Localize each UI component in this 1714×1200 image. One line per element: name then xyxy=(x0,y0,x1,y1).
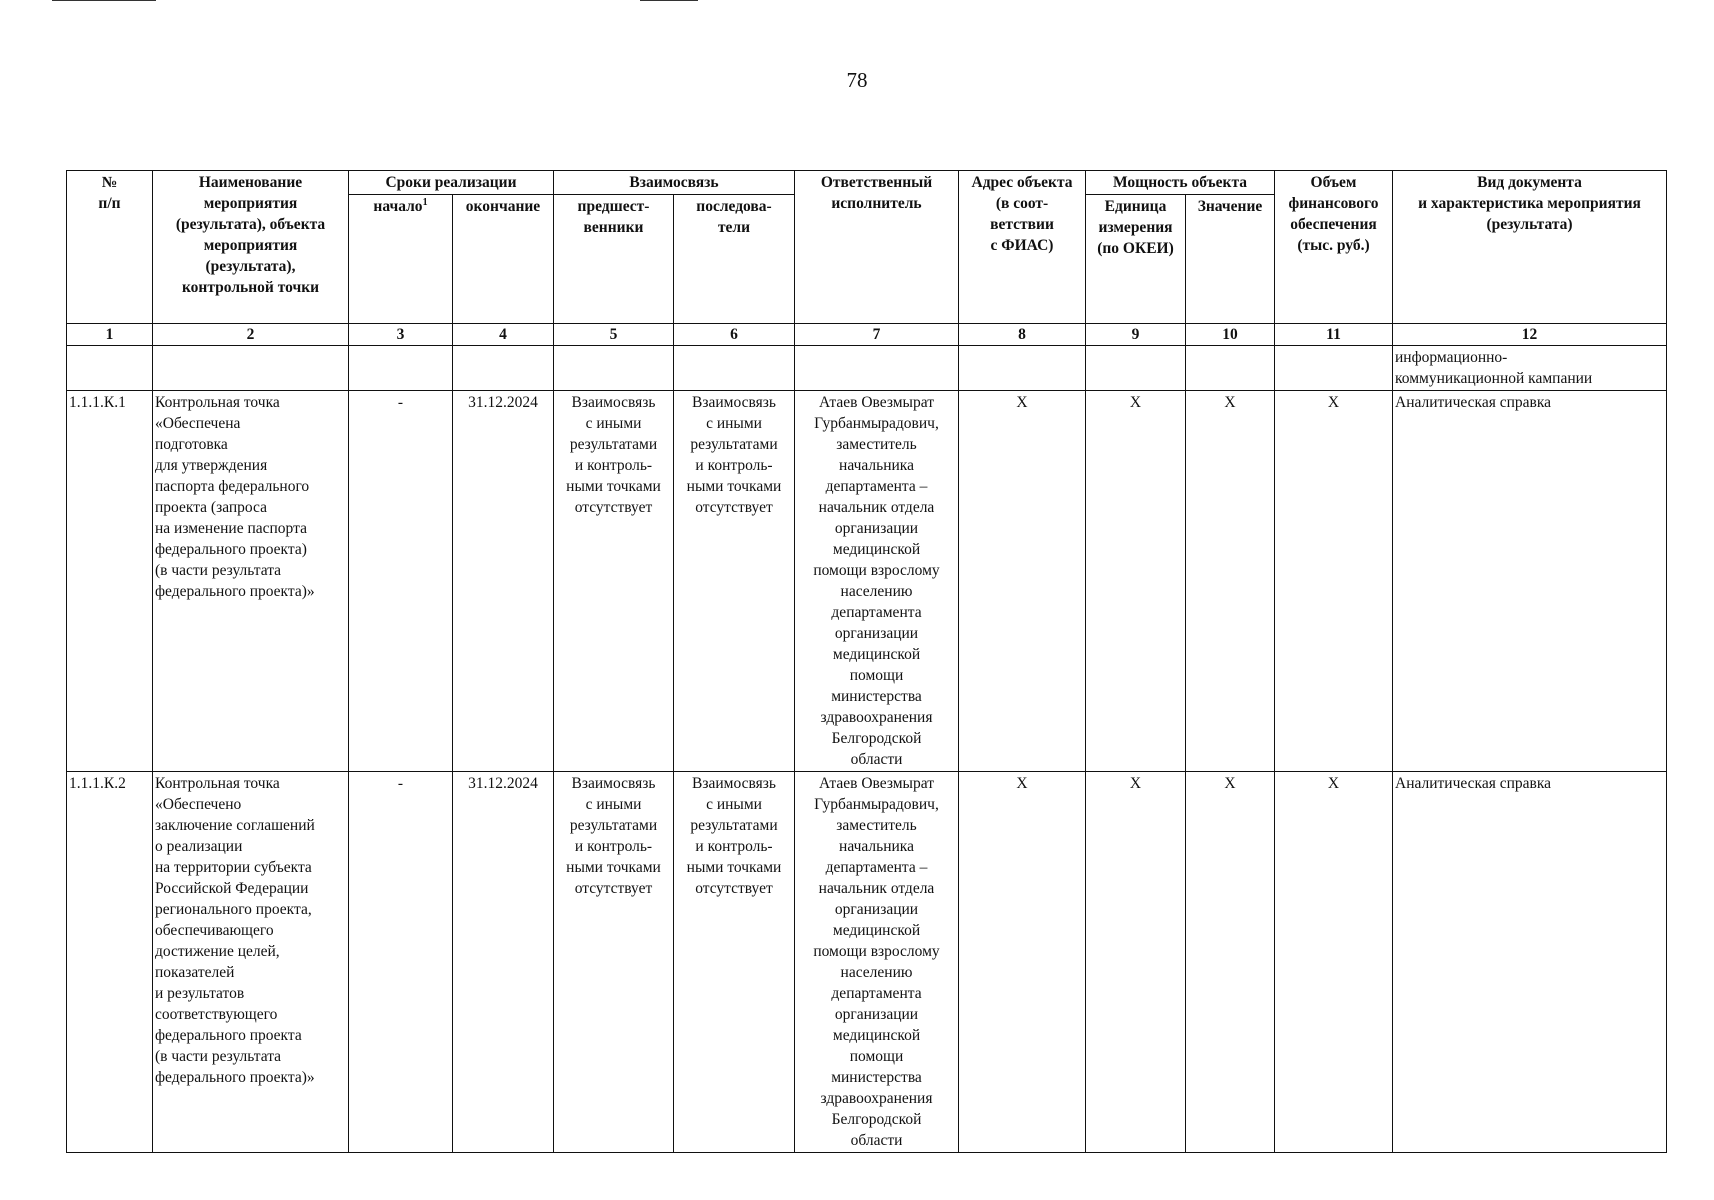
header-end: окончание xyxy=(453,195,554,324)
table-row xyxy=(67,772,1667,1153)
row-number: 1.1.1.К.1 xyxy=(67,391,153,772)
header-terms-group: Сроки реализации xyxy=(349,171,554,195)
row-start: - xyxy=(349,391,453,772)
header-num: № п/п xyxy=(67,171,153,324)
plan-table xyxy=(66,170,1667,1153)
row-value: Х xyxy=(1186,391,1275,772)
row-number: 1.1.1.К.2 xyxy=(67,772,153,1153)
column-number: 8 xyxy=(959,324,1086,346)
row-address: Х xyxy=(959,772,1086,1153)
header-value: Значение xyxy=(1186,195,1275,324)
scan-artifact-line xyxy=(52,0,156,1)
header-capacity-group: Мощность объекта xyxy=(1086,171,1275,195)
header-responsible: Ответственный исполнитель xyxy=(795,171,959,324)
header-address: Адрес объекта (в соот- ветствии с ФИАС) xyxy=(959,171,1086,324)
column-numbers-row xyxy=(67,324,1667,346)
empty-cell xyxy=(1275,346,1393,391)
empty-cell xyxy=(959,346,1086,391)
row-name: Контрольная точка «Обеспечена подготовка для утверждения паспорта федерального проекта (запроса на изменение паспорта федерального проекта) (в части результата федерального проекта)» xyxy=(153,391,349,772)
table-row xyxy=(67,391,1667,772)
row-doc-type: Аналитическая справка xyxy=(1393,391,1667,772)
header-start-label: начало xyxy=(373,198,423,215)
row-finance: Х xyxy=(1275,391,1393,772)
column-number: 10 xyxy=(1186,324,1275,346)
row-successors: Взаимосвязь с иными результатами и контроль- ными точками отсутствует xyxy=(674,772,795,1153)
row-end: 31.12.2024 xyxy=(453,772,554,1153)
row-successors: Взаимосвязь с иными результатами и контроль- ными точками отсутствует xyxy=(674,391,795,772)
continuation-row xyxy=(67,346,1667,391)
row-value: Х xyxy=(1186,772,1275,1153)
empty-cell xyxy=(554,346,674,391)
page-number: 78 xyxy=(846,68,868,92)
row-doc-type: Аналитическая справка xyxy=(1393,772,1667,1153)
row-name: Контрольная точка «Обеспечено заключение соглашений о реализации на территории субъекта Российской Федерации регионального проекта, обеспечивающего достижение целей, показателей и результатов соответствующего федерального проекта (в части результата федерального проекта)» xyxy=(153,772,349,1153)
empty-cell xyxy=(795,346,959,391)
row-responsible: Атаев Овезмырат Гурбанмырадович, заместитель начальника департамента – начальник отдела организации медицинской помощи взрослому населению департамента организации медицинской помощи министерства здравоохранения Белгородской области xyxy=(795,772,959,1153)
empty-cell xyxy=(674,346,795,391)
row-end: 31.12.2024 xyxy=(453,391,554,772)
header-successors: последова- тели xyxy=(674,195,795,324)
row-responsible: Атаев Овезмырат Гурбанмырадович, заместитель начальника департамента – начальник отдела организации медицинской помощи взрослому населению департамента организации медицинской помощи министерства здравоохранения Белгородской области xyxy=(795,391,959,772)
header-doc-type: Вид документа и характеристика мероприятия (результата) xyxy=(1393,171,1667,324)
doc-type-cell: информационно- коммуникационной кампании xyxy=(1393,346,1667,391)
column-number: 9 xyxy=(1086,324,1186,346)
row-address: Х xyxy=(959,391,1086,772)
column-number: 11 xyxy=(1275,324,1393,346)
column-number: 5 xyxy=(554,324,674,346)
header-row xyxy=(67,171,1667,195)
column-number: 3 xyxy=(349,324,453,346)
row-predecessors: Взаимосвязь с иными результатами и контроль- ными точками отсутствует xyxy=(554,772,674,1153)
column-number: 7 xyxy=(795,324,959,346)
empty-cell xyxy=(153,346,349,391)
row-unit: Х xyxy=(1086,391,1186,772)
row-start: - xyxy=(349,772,453,1153)
column-number: 4 xyxy=(453,324,554,346)
empty-cell xyxy=(67,346,153,391)
header-name: Наименование мероприятия (результата), объекта мероприятия (результата), контрольной точки xyxy=(153,171,349,324)
empty-cell xyxy=(453,346,554,391)
empty-cell xyxy=(1186,346,1275,391)
footnote-mark: 1 xyxy=(422,196,428,208)
header-predecessors: предшест- венники xyxy=(554,195,674,324)
row-finance: Х xyxy=(1275,772,1393,1153)
column-number: 12 xyxy=(1393,324,1667,346)
empty-cell xyxy=(1086,346,1186,391)
column-number: 1 xyxy=(67,324,153,346)
column-number: 2 xyxy=(153,324,349,346)
header-links-group: Взаимосвязь xyxy=(554,171,795,195)
scan-artifact-line xyxy=(640,0,698,1)
empty-cell xyxy=(349,346,453,391)
row-predecessors: Взаимосвязь с иными результатами и контроль- ными точками отсутствует xyxy=(554,391,674,772)
header-finance: Объем финансового обеспечения (тыс. руб.) xyxy=(1275,171,1393,324)
row-unit: Х xyxy=(1086,772,1186,1153)
header-unit: Единица измерения (по ОКЕИ) xyxy=(1086,195,1186,324)
header-start xyxy=(349,195,453,324)
column-number: 6 xyxy=(674,324,795,346)
